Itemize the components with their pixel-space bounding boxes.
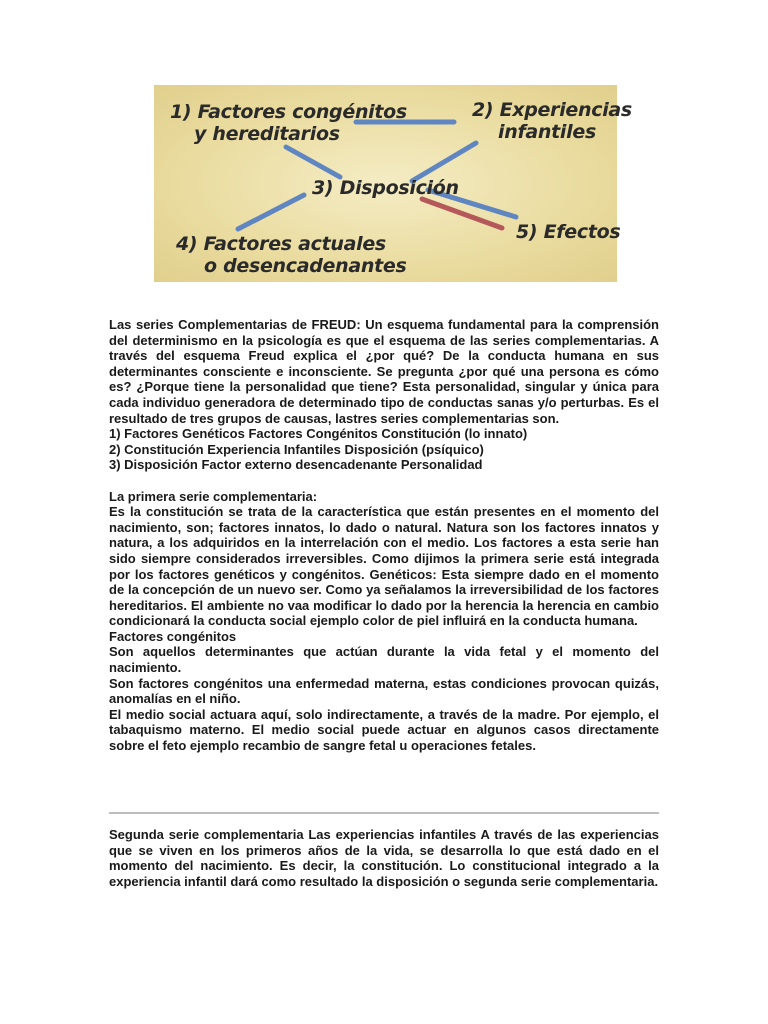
congenitos-paragraph-3: El medio social actuara aquí, solo indirectamente, a través de la madre. Por ejemplo, el tabaquismo materno. El medio social puede actuar en algunos casos directamente sobre el feto ejemplo recambio de sangre fetal u operaciones fetales. — [109, 706, 659, 754]
heading-primera-serie: La primera serie complementaria: — [109, 488, 318, 504]
section-divider — [109, 812, 659, 814]
label-disposicion: 3) Disposición — [312, 177, 459, 199]
congenitos-paragraph-2: Son factores congénitos una enfermedad materna, estas condiciones provocan quizás, anomalías en el niño. — [109, 675, 659, 707]
label-factores-actuales: 4) Factores actuales — [176, 233, 386, 255]
label-infantiles: infantiles — [498, 121, 596, 143]
segunda-serie-paragraph: Segunda serie complementaria Las experiencias infantiles A través de las experiencias que se viven en los primeros años de la vida, se desarrolla lo que está dado en el momento del nacimiento. Es decir, la constitución. Lo constitucional integrado a la experiencia infantil dará como resultado la disposición o segunda serie complementaria. — [109, 827, 659, 889]
line-1-to-3 — [286, 147, 340, 177]
congenitos-paragraph-1: Son aquellos determinantes que actúan durante la vida fetal y el momento del nacimiento. — [109, 644, 659, 676]
section-first-text — [109, 317, 659, 754]
line-4-to-3 — [238, 195, 304, 229]
line-2-to-3 — [412, 143, 476, 181]
heading-factores-congenitos: Factores congénitos — [109, 628, 237, 644]
intro-paragraph: Las series Complementarias de FREUD: Un esquema fundamental para la comprensión del determinismo en la psicología es que el esquema de las series complementarias. A través del esquema Freud explica el ¿por qué? De la conducta humana en sus determinantes consciente e inconsciente. Se pregunta ¿por qué una persona es cómo es? ¿Porque tiene la personalidad que tiene? Esta personalidad, singular y única para cada individuo generadora de determinado tipo de conductas sanas y/o perturbas. Es el resultado de tres grupos de causas, lastres series complementarias son. — [109, 317, 659, 426]
list-item-1: 1) Factores Genéticos Factores Congénitos Constitución (lo innato) — [109, 426, 528, 442]
label-experiencias: 2) Experiencias — [472, 99, 632, 121]
paragraph-gap — [109, 473, 659, 489]
label-factores-congenitos: 1) Factores congénitos — [170, 101, 407, 123]
section-second-text — [109, 827, 659, 889]
label-desencadenantes: o desencadenantes — [204, 255, 407, 277]
primera-serie-body: Es la constitución se trata de la característica que están presentes en el momento del nacimiento, son; factores innatos, lo dado o natural. Natura son los factores innatos y natura, a los adquiridos en la interrelación con el medio. Los factores a esta serie han sido siempre considerados irreversibles. Como dijimos la primera serie está integrada por los factores genéticos y congénitos. Genéticos: Esta siempre dado en el momento de la concepción de un nuevo ser. Como ya señalamos la irreversibilidad de los factores hereditarios. El ambiente no vaa modificar lo dado por la herencia la herencia en cambio condicionará la conducta social ejemplo color de piel influirá en la conducta humana. — [109, 504, 659, 629]
line-3-to-5-red — [422, 199, 502, 228]
list-item-2: 2) Constitución Experiencia Infantiles Disposición (psíquico) — [109, 441, 484, 457]
label-hereditarios: y hereditarios — [194, 123, 340, 145]
list-item-3: 3) Disposición Factor externo desencadenante Personalidad — [109, 457, 483, 473]
series-diagram — [154, 85, 632, 282]
label-efectos: 5) Efectos — [516, 221, 621, 243]
